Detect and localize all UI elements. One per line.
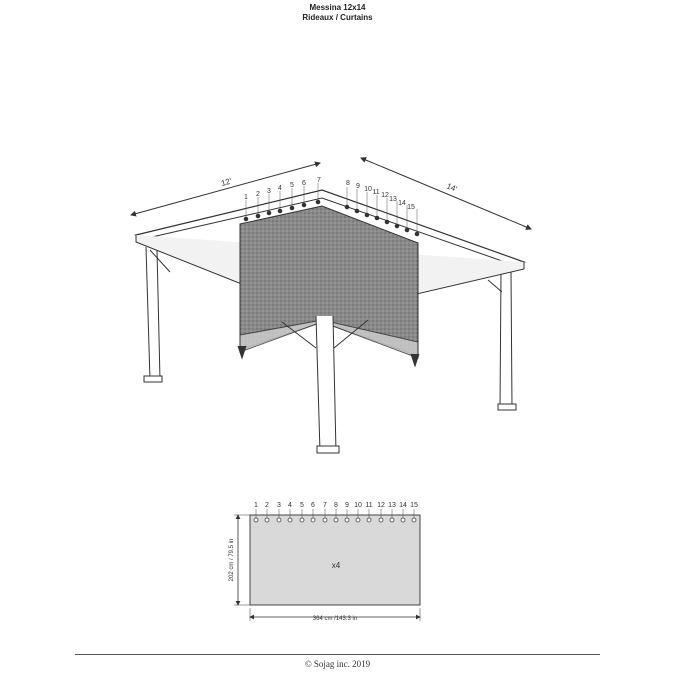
foot-back-right xyxy=(498,404,516,410)
panel-width-label: 364 cm /143.3 in xyxy=(312,616,358,622)
panel-hook-number: 13 xyxy=(388,502,396,509)
gazebo-hook-number: 9 xyxy=(356,183,360,190)
panel-hook-number: 1 xyxy=(254,502,258,509)
footer-divider xyxy=(75,654,600,655)
product-subtitle: Rideaux / Curtains xyxy=(302,13,373,22)
panel-height-label: 202 cm / 79.5 in xyxy=(229,538,235,582)
gazebo-hook-number: 12 xyxy=(381,192,389,199)
panel-hook-number: 9 xyxy=(345,502,349,509)
gazebo-hook-number: 4 xyxy=(278,185,282,192)
panel-hook-number: 14 xyxy=(399,502,407,509)
panel-hook-number: 4 xyxy=(288,502,292,509)
brace-back-right xyxy=(488,280,502,292)
panel-hook-numbers xyxy=(254,502,418,509)
panel-hook-number: 6 xyxy=(311,502,315,509)
gazebo-hook-number: 1 xyxy=(244,194,248,201)
panel-hook-number: 8 xyxy=(334,502,338,509)
panel-hook-number: 10 xyxy=(354,502,362,509)
back-left-post xyxy=(146,247,160,380)
foot-back-left xyxy=(144,376,162,382)
panel-hook-number: 7 xyxy=(323,502,327,509)
gazebo-hook-number: 15 xyxy=(407,204,415,211)
gazebo-hook-number: 14 xyxy=(398,200,406,207)
gazebo-hook-number: 13 xyxy=(389,196,397,203)
curtain-grommets xyxy=(254,518,416,522)
panel-hook-number: 15 xyxy=(410,502,418,509)
gazebo-illustration xyxy=(131,158,531,453)
tieback-right xyxy=(411,354,419,366)
copyright: © Sojag inc. 2019 xyxy=(304,659,371,669)
back-right-post xyxy=(500,272,512,408)
panel-hook-number: 12 xyxy=(377,502,385,509)
panel-hook-number: 2 xyxy=(265,502,269,509)
panel-hook-number: 3 xyxy=(277,502,281,509)
gazebo-hook-number: 7 xyxy=(317,177,321,184)
gazebo-width-label: 12' xyxy=(220,176,233,188)
gazebo-hook-number: 11 xyxy=(372,189,380,196)
gazebo-hook-number: 8 xyxy=(346,180,350,187)
gazebo-hook-number: 3 xyxy=(267,188,271,195)
curtain-panel-detail xyxy=(234,509,420,621)
gazebo-hook-number: 6 xyxy=(302,180,306,187)
gazebo-hook-number: 2 xyxy=(256,191,260,198)
panel-hook-number: 5 xyxy=(300,502,304,509)
gazebo-hook-number: 5 xyxy=(290,182,294,189)
front-post xyxy=(316,316,336,452)
foot-front xyxy=(317,446,339,453)
curtain-panel-rect xyxy=(250,515,420,605)
tieback-left xyxy=(238,346,246,358)
product-title: Messina 12x14 xyxy=(309,3,366,12)
panel-hook-number: 11 xyxy=(365,502,373,509)
panel-quantity: x4 xyxy=(331,561,341,570)
gazebo-depth-label: 14' xyxy=(445,181,459,194)
gazebo-hook-number: 10 xyxy=(364,186,372,193)
